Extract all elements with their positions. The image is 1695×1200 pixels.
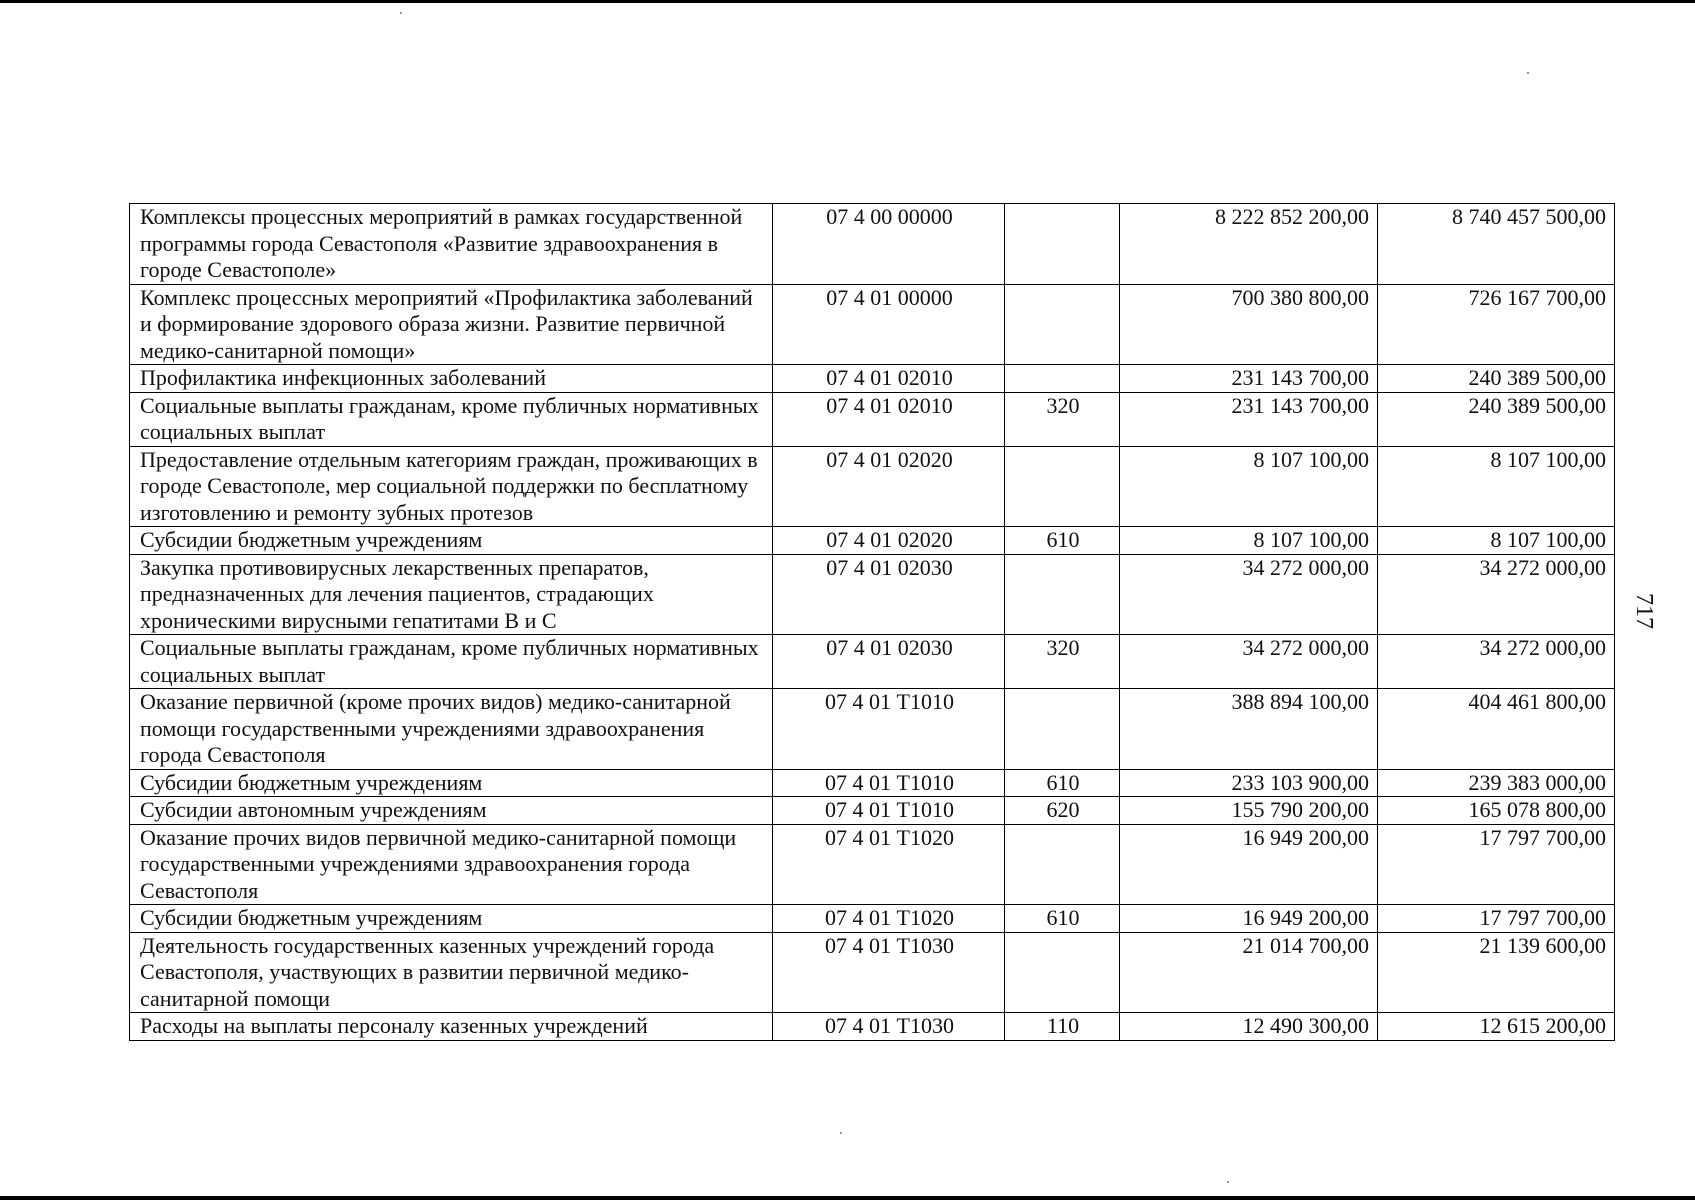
row-sum2-cell: 404 461 800,00 xyxy=(1378,689,1615,770)
scan-speck xyxy=(1227,1181,1229,1183)
table-row xyxy=(130,392,1615,446)
row-sum1-cell: 231 143 700,00 xyxy=(1120,365,1378,393)
row-sum1-cell: 34 272 000,00 xyxy=(1120,635,1378,689)
table-row xyxy=(130,932,1615,1013)
row-code-cell: 07 4 01 02030 xyxy=(773,554,1005,635)
row-code-cell: 07 4 01 02020 xyxy=(773,446,1005,527)
row-sum2-cell: 17 797 700,00 xyxy=(1378,824,1615,905)
row-code-cell: 07 4 01 Т1030 xyxy=(773,1013,1005,1041)
row-name-cell: Оказание первичной (кроме прочих видов) медико-санитарной помощи государственными учреждениями здравоохранения города Севастополя xyxy=(130,689,773,770)
row-code-cell: 07 4 01 02010 xyxy=(773,392,1005,446)
row-name-cell: Субсидии бюджетным учреждениям xyxy=(130,527,773,555)
row-type-cell: 320 xyxy=(1005,635,1120,689)
row-sum1-cell: 233 103 900,00 xyxy=(1120,769,1378,797)
table-row xyxy=(130,284,1615,365)
row-code-cell: 07 4 00 00000 xyxy=(773,204,1005,285)
row-type-cell xyxy=(1005,554,1120,635)
row-name-cell: Оказание прочих видов первичной медико-санитарной помощи государственными учреждениями здравоохранения города Севастополя xyxy=(130,824,773,905)
row-sum1-cell: 8 107 100,00 xyxy=(1120,527,1378,555)
row-sum1-cell: 700 380 800,00 xyxy=(1120,284,1378,365)
row-sum2-cell: 17 797 700,00 xyxy=(1378,905,1615,933)
scan-speck xyxy=(1527,72,1529,74)
row-type-cell xyxy=(1005,689,1120,770)
table-row xyxy=(130,635,1615,689)
row-name-cell: Субсидии автономным учреждениям xyxy=(130,797,773,825)
scan-speck xyxy=(400,12,402,14)
row-type-cell: 610 xyxy=(1005,905,1120,933)
row-type-cell: 110 xyxy=(1005,1013,1120,1041)
row-sum1-cell: 155 790 200,00 xyxy=(1120,797,1378,825)
row-code-cell: 07 4 01 Т1020 xyxy=(773,824,1005,905)
table-row xyxy=(130,824,1615,905)
row-code-cell: 07 4 01 Т1010 xyxy=(773,689,1005,770)
row-sum2-cell: 8 740 457 500,00 xyxy=(1378,204,1615,285)
table-row xyxy=(130,769,1615,797)
page-number: 717 xyxy=(1631,593,1657,629)
table-row xyxy=(130,905,1615,933)
scan-top-border xyxy=(0,0,1695,3)
row-sum1-cell: 16 949 200,00 xyxy=(1120,824,1378,905)
row-code-cell: 07 4 01 02020 xyxy=(773,527,1005,555)
row-sum1-cell: 12 490 300,00 xyxy=(1120,1013,1378,1041)
row-type-cell: 610 xyxy=(1005,527,1120,555)
row-name-cell: Профилактика инфекционных заболеваний xyxy=(130,365,773,393)
row-sum2-cell: 726 167 700,00 xyxy=(1378,284,1615,365)
row-name-cell: Расходы на выплаты персоналу казенных учреждений xyxy=(130,1013,773,1041)
row-type-cell xyxy=(1005,446,1120,527)
row-type-cell xyxy=(1005,932,1120,1013)
row-sum1-cell: 388 894 100,00 xyxy=(1120,689,1378,770)
table-row xyxy=(130,365,1615,393)
row-name-cell: Комплексы процессных мероприятий в рамках государственной программы города Севастополя «Развитие здравоохранения в городе Севастополе» xyxy=(130,204,773,285)
scan-speck xyxy=(840,1132,842,1134)
row-code-cell: 07 4 01 02030 xyxy=(773,635,1005,689)
row-sum2-cell: 165 078 800,00 xyxy=(1378,797,1615,825)
row-sum2-cell: 12 615 200,00 xyxy=(1378,1013,1615,1041)
row-sum2-cell: 8 107 100,00 xyxy=(1378,446,1615,527)
row-name-cell: Комплекс процессных мероприятий «Профилактика заболеваний и формирование здорового образа жизни. Развитие первичной медико-санитарной помощи» xyxy=(130,284,773,365)
table-row xyxy=(130,797,1615,825)
row-code-cell: 07 4 01 Т1020 xyxy=(773,905,1005,933)
row-code-cell: 07 4 01 Т1010 xyxy=(773,769,1005,797)
row-code-cell: 07 4 01 Т1030 xyxy=(773,932,1005,1013)
table-row xyxy=(130,446,1615,527)
row-name-cell: Предоставление отдельным категориям граждан, проживающих в городе Севастополе, мер социальной поддержки по бесплатному изготовлению и ремонту зубных протезов xyxy=(130,446,773,527)
row-sum1-cell: 231 143 700,00 xyxy=(1120,392,1378,446)
row-sum1-cell: 16 949 200,00 xyxy=(1120,905,1378,933)
row-name-cell: Деятельность государственных казенных учреждений города Севастополя, участвующих в развитии первичной медико-санитарной помощи xyxy=(130,932,773,1013)
row-sum2-cell: 8 107 100,00 xyxy=(1378,527,1615,555)
row-name-cell: Субсидии бюджетным учреждениям xyxy=(130,905,773,933)
row-sum2-cell: 240 389 500,00 xyxy=(1378,365,1615,393)
row-type-cell: 610 xyxy=(1005,769,1120,797)
row-sum1-cell: 8 107 100,00 xyxy=(1120,446,1378,527)
scan-bottom-border xyxy=(0,1196,1695,1200)
row-sum1-cell: 21 014 700,00 xyxy=(1120,932,1378,1013)
row-type-cell: 620 xyxy=(1005,797,1120,825)
row-code-cell: 07 4 01 02010 xyxy=(773,365,1005,393)
row-sum2-cell: 239 383 000,00 xyxy=(1378,769,1615,797)
row-sum1-cell: 8 222 852 200,00 xyxy=(1120,204,1378,285)
row-name-cell: Закупка противовирусных лекарственных препаратов, предназначенных для лечения пациентов, страдающих хроническими вирусными гепатитами В и С xyxy=(130,554,773,635)
row-type-cell: 320 xyxy=(1005,392,1120,446)
table-row xyxy=(130,554,1615,635)
row-code-cell: 07 4 01 00000 xyxy=(773,284,1005,365)
row-name-cell: Субсидии бюджетным учреждениям xyxy=(130,769,773,797)
row-sum2-cell: 34 272 000,00 xyxy=(1378,635,1615,689)
row-sum1-cell: 34 272 000,00 xyxy=(1120,554,1378,635)
row-sum2-cell: 34 272 000,00 xyxy=(1378,554,1615,635)
budget-table-body xyxy=(130,204,1615,1041)
row-type-cell xyxy=(1005,365,1120,393)
budget-table xyxy=(129,203,1615,1041)
row-type-cell xyxy=(1005,204,1120,285)
row-sum2-cell: 240 389 500,00 xyxy=(1378,392,1615,446)
table-row xyxy=(130,1013,1615,1041)
table-row xyxy=(130,689,1615,770)
row-code-cell: 07 4 01 Т1010 xyxy=(773,797,1005,825)
row-name-cell: Социальные выплаты гражданам, кроме публичных нормативных социальных выплат xyxy=(130,635,773,689)
table-row xyxy=(130,527,1615,555)
row-type-cell xyxy=(1005,824,1120,905)
row-name-cell: Социальные выплаты гражданам, кроме публичных нормативных социальных выплат xyxy=(130,392,773,446)
table-row xyxy=(130,204,1615,285)
row-type-cell xyxy=(1005,284,1120,365)
row-sum2-cell: 21 139 600,00 xyxy=(1378,932,1615,1013)
